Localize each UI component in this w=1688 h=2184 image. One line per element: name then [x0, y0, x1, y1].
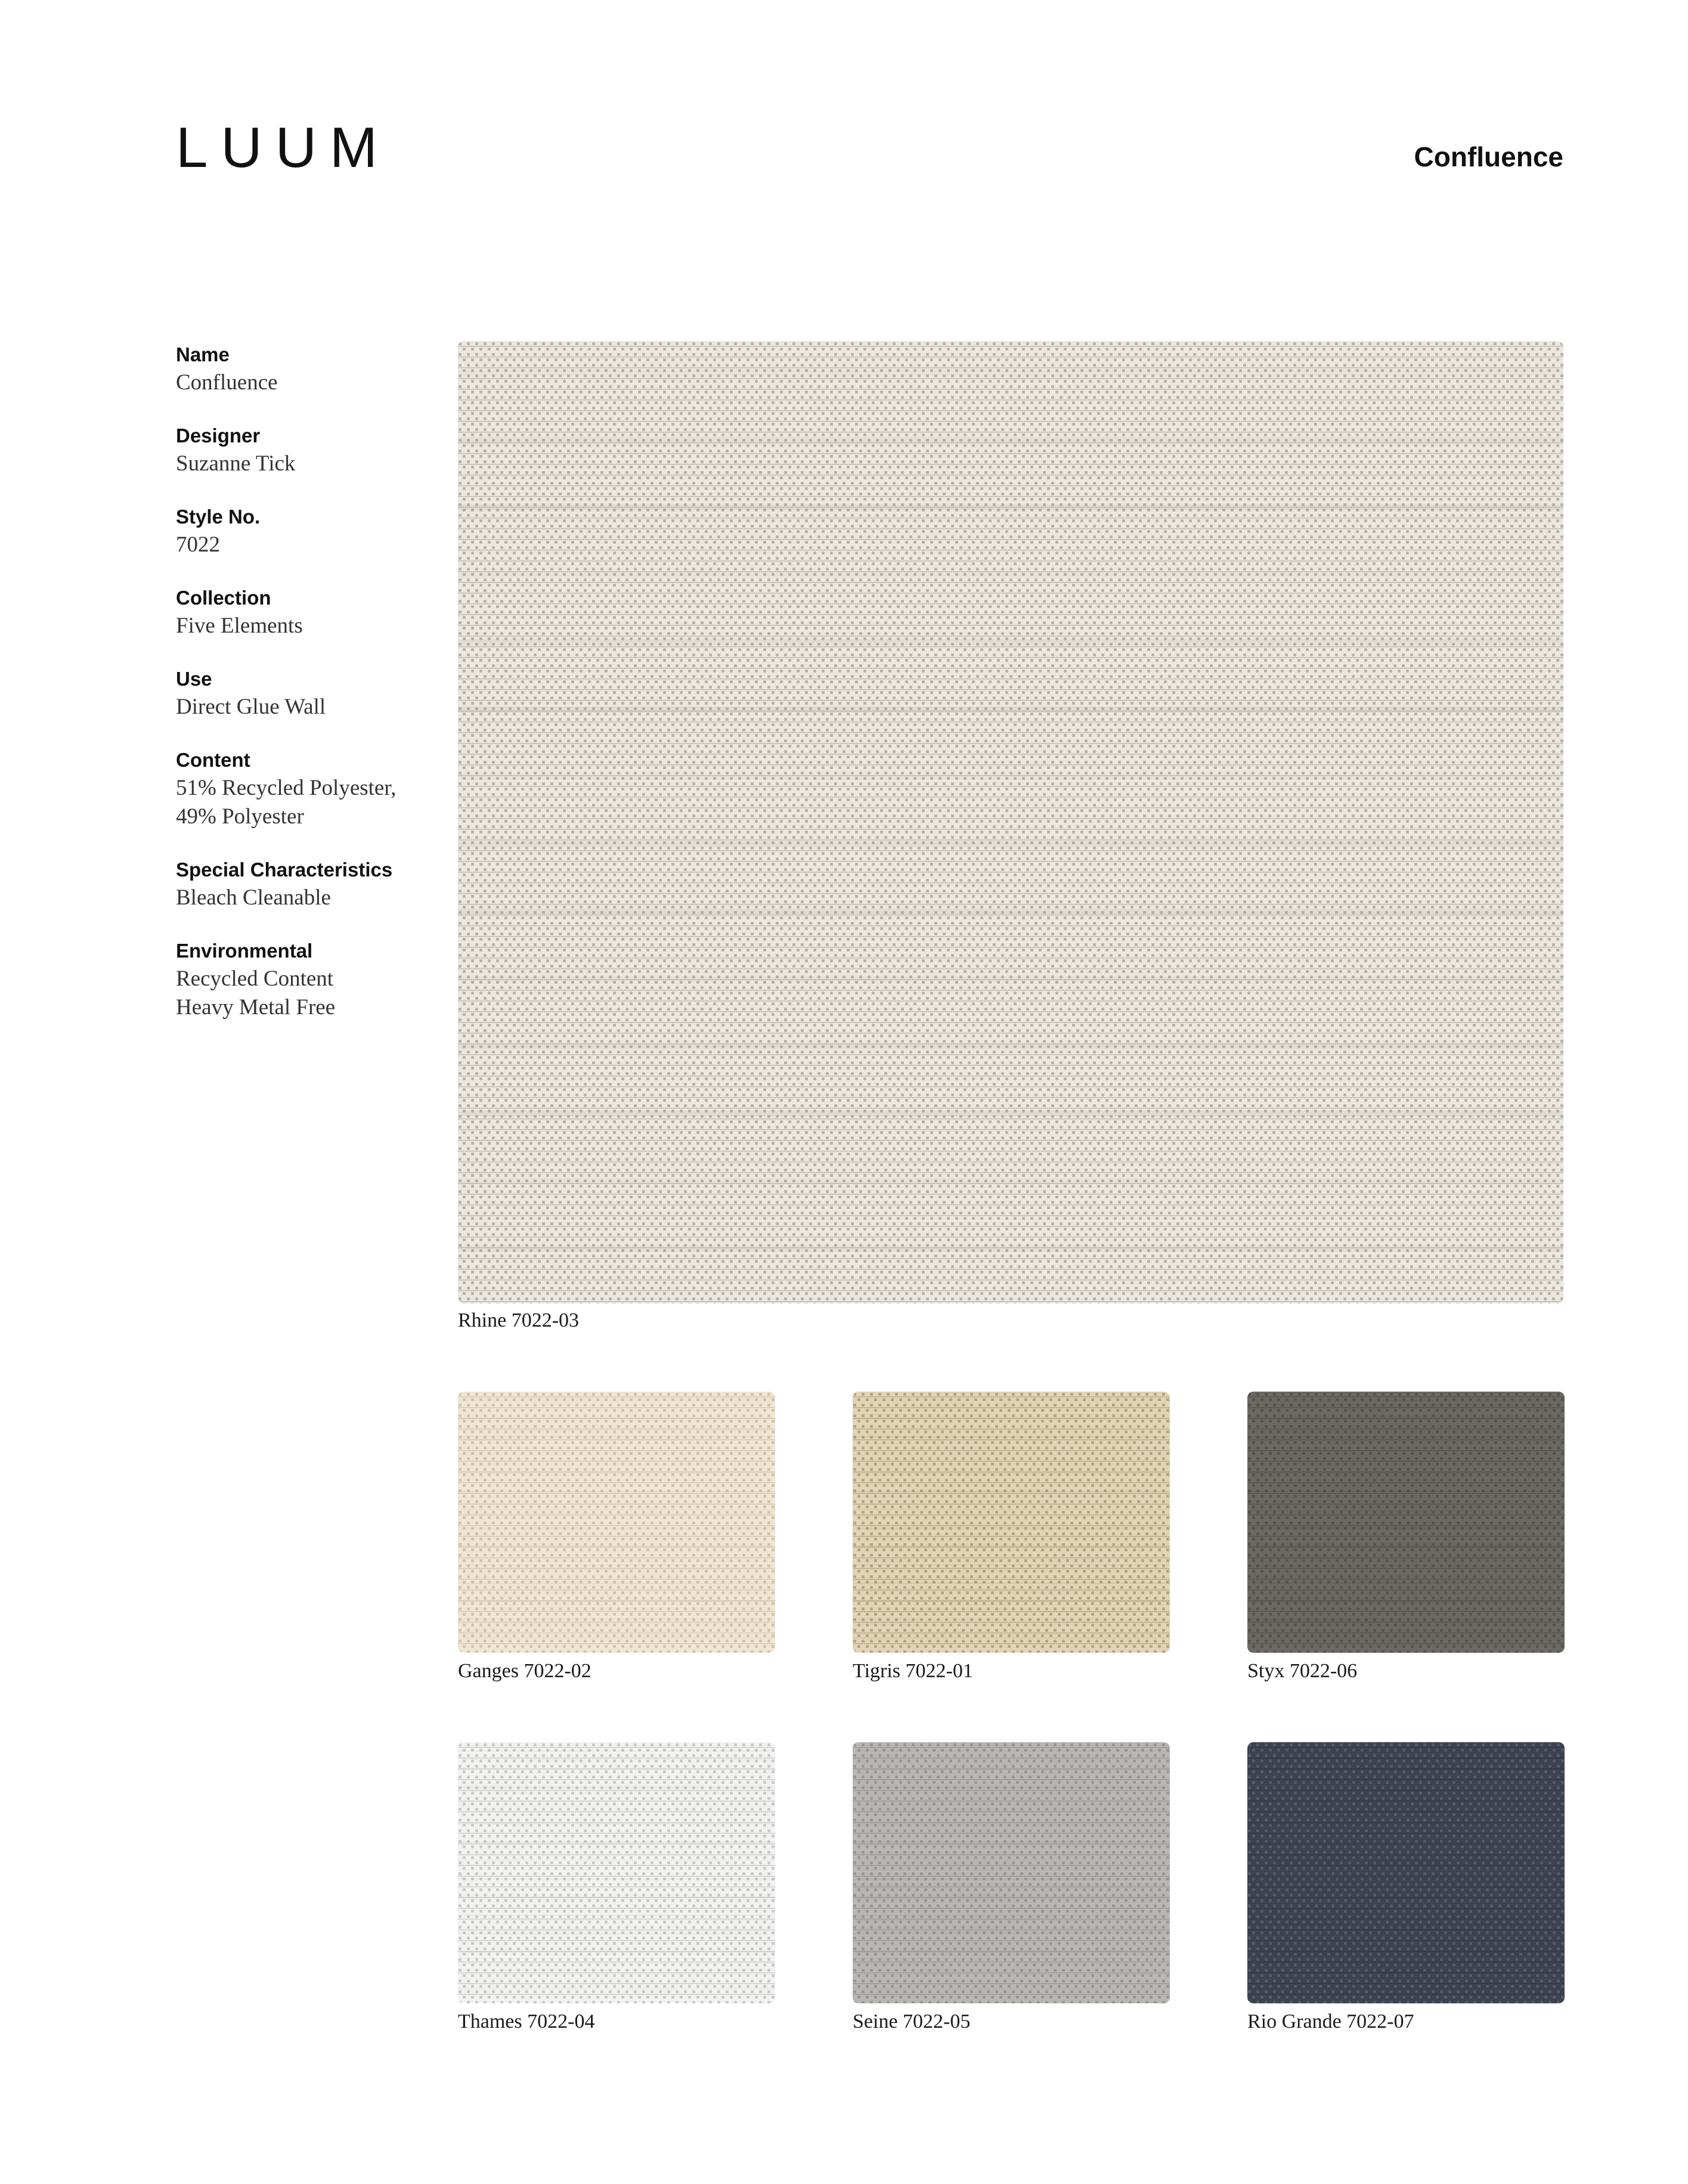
swatch-caption: Styx 7022-06 — [1247, 1660, 1358, 1682]
fabric-texture — [1247, 1392, 1565, 1653]
fabric-streak — [458, 1246, 1563, 1251]
fabric-streak — [1247, 1915, 1565, 1916]
fabric-streak — [853, 1637, 1170, 1639]
fabric-streak — [458, 1436, 775, 1438]
fabric-streak — [458, 1178, 1563, 1184]
fabric-streak — [853, 1399, 1170, 1401]
fabric-streak — [853, 1933, 1170, 1935]
fabric-streak — [458, 1988, 775, 1990]
swatch-thames — [458, 1742, 775, 2003]
fabric-fill — [458, 1392, 775, 1653]
fabric-streak — [853, 1750, 1170, 1752]
fabric-streak — [1247, 1933, 1565, 1935]
fabric-streak — [853, 1969, 1170, 1971]
fabric-streak — [1247, 1509, 1565, 1511]
swatch-caption: Thames 7022-04 — [458, 2010, 595, 2033]
fabric-streak — [1247, 1896, 1565, 1898]
fabric-streak — [458, 774, 1563, 780]
fabric-streak — [853, 1564, 1170, 1566]
spec-value: Recycled Content — [176, 966, 334, 991]
swatch-ganges — [458, 1392, 775, 1653]
page-title: Confluence — [1414, 141, 1563, 172]
fabric-streak — [853, 1860, 1170, 1861]
fabric-streak — [853, 1418, 1170, 1420]
swatch-caption: Tigris 7022-01 — [853, 1660, 973, 1682]
fabric-streak — [458, 1111, 1563, 1117]
fabric-streak — [458, 1564, 775, 1566]
fabric-texture — [458, 1742, 775, 2003]
fabric-streak — [458, 1600, 775, 1602]
fabric-streak — [1247, 1860, 1565, 1861]
fabric-texture — [458, 1392, 775, 1653]
fabric-streak — [458, 1805, 775, 1807]
spec-name — [176, 341, 432, 397]
fabric-fill — [458, 341, 1563, 1303]
fabric-streak — [1247, 1786, 1565, 1788]
fabric-streak — [458, 1841, 775, 1843]
spec-use — [176, 665, 432, 721]
fabric-streak — [853, 1878, 1170, 1880]
spec-label: Name — [176, 343, 230, 365]
fabric-streak — [1247, 1969, 1565, 1971]
fabric-streak — [853, 1454, 1170, 1456]
fabric-streak — [853, 1841, 1170, 1843]
fabric-streak — [458, 1951, 775, 1953]
fabric-streak — [1247, 1600, 1565, 1602]
fabric-streak — [458, 976, 1563, 982]
fabric-streak — [1247, 1436, 1565, 1438]
spec-content — [176, 746, 432, 831]
swatch-caption: Seine 7022-05 — [853, 2010, 971, 2033]
spec-value: Five Elements — [176, 614, 303, 638]
fabric-streak — [1247, 1637, 1565, 1639]
spec-environmental — [176, 937, 432, 1022]
spec-label: Use — [176, 668, 212, 690]
spec-label: Content — [176, 749, 250, 771]
fabric-streak — [853, 1951, 1170, 1953]
fabric-streak — [853, 1545, 1170, 1547]
fabric-streak — [853, 1988, 1170, 1990]
fabric-streak — [458, 1750, 775, 1752]
spec-value: 49% Polyester — [176, 804, 304, 829]
fabric-streak — [1247, 1841, 1565, 1843]
brand-logo: LUUM — [176, 116, 391, 179]
fabric-streak — [1247, 1805, 1565, 1807]
fabric-streak — [458, 1969, 775, 1971]
fabric-streak — [1247, 1750, 1565, 1752]
fabric-streak — [458, 504, 1563, 510]
fabric-streak — [458, 1491, 775, 1492]
fabric-fill — [853, 1742, 1170, 2003]
fabric-streak — [458, 841, 1563, 847]
fabric-texture — [458, 341, 1563, 1303]
fabric-streak — [853, 1823, 1170, 1825]
fabric-streak — [1247, 1491, 1565, 1492]
fabric-streak — [458, 1399, 775, 1401]
spec-value: Bleach Cleanable — [176, 885, 331, 910]
fabric-streak — [1247, 1473, 1565, 1474]
fabric-texture — [853, 1742, 1170, 2003]
fabric-streak — [1247, 1528, 1565, 1529]
fabric-streak — [853, 1509, 1170, 1511]
main-swatch-image — [458, 341, 1563, 1303]
fabric-streak — [1247, 1823, 1565, 1825]
fabric-streak — [458, 909, 1563, 915]
fabric-streak — [458, 437, 1563, 443]
swatch-caption: Ganges 7022-02 — [458, 1660, 591, 1682]
swatch-seine — [853, 1742, 1170, 2003]
fabric-streak — [853, 1619, 1170, 1621]
fabric-streak — [458, 1860, 775, 1861]
fabric-streak — [458, 639, 1563, 645]
spec-list — [176, 341, 432, 1047]
fabric-streak — [1247, 1988, 1565, 1990]
spec-label: Collection — [176, 587, 271, 609]
fabric-streak — [458, 572, 1563, 578]
spec-value: Heavy Metal Free — [176, 995, 336, 1020]
fabric-streak — [458, 1619, 775, 1621]
fabric-streak — [853, 1786, 1170, 1788]
fabric-streak — [853, 1582, 1170, 1584]
spec-label: Special Characteristics — [176, 859, 393, 881]
spec-value: 7022 — [176, 532, 220, 557]
fabric-texture — [1247, 1742, 1565, 2003]
fabric-streak — [853, 1805, 1170, 1807]
fabric-streak — [458, 1545, 775, 1547]
swatch-caption: Rio Grande 7022-07 — [1247, 2010, 1414, 2033]
spec-label: Style No. — [176, 506, 261, 528]
fabric-streak — [458, 1637, 775, 1639]
swatch-tigris — [853, 1392, 1170, 1653]
fabric-streak — [458, 1043, 1563, 1049]
swatch-styx — [1247, 1392, 1565, 1653]
fabric-streak — [853, 1768, 1170, 1770]
fabric-streak — [1247, 1951, 1565, 1953]
fabric-streak — [458, 1473, 775, 1474]
spec-collection — [176, 584, 432, 640]
fabric-streak — [1247, 1454, 1565, 1456]
fabric-streak — [1247, 1619, 1565, 1621]
fabric-streak — [458, 1454, 775, 1456]
fabric-streak — [458, 1528, 775, 1529]
swatch-rio-grande — [1247, 1742, 1565, 2003]
fabric-streak — [458, 1878, 775, 1880]
fabric-streak — [458, 1768, 775, 1770]
fabric-streak — [458, 370, 1563, 376]
fabric-fill — [1247, 1742, 1565, 2003]
fabric-streak — [1247, 1545, 1565, 1547]
fabric-streak — [853, 1915, 1170, 1916]
fabric-streak — [853, 1896, 1170, 1898]
fabric-streak — [1247, 1418, 1565, 1420]
spec-label: Designer — [176, 425, 261, 447]
spec-style-no — [176, 503, 432, 559]
fabric-streak — [853, 1528, 1170, 1529]
fabric-streak — [1247, 1768, 1565, 1770]
fabric-streak — [458, 1823, 775, 1825]
fabric-fill — [853, 1392, 1170, 1653]
spec-special-characteristics — [176, 856, 432, 912]
fabric-streak — [458, 1786, 775, 1788]
spec-value: Confluence — [176, 370, 278, 395]
fabric-fill — [1247, 1392, 1565, 1653]
fabric-streak — [1247, 1399, 1565, 1401]
fabric-streak — [458, 707, 1563, 712]
fabric-fill — [458, 1742, 775, 2003]
main-swatch-caption: Rhine 7022-03 — [458, 1309, 580, 1331]
spec-value: 51% Recycled Polyester, — [176, 776, 397, 800]
fabric-streak — [458, 1933, 775, 1935]
fabric-texture — [853, 1392, 1170, 1653]
fabric-streak — [853, 1473, 1170, 1474]
fabric-streak — [1247, 1564, 1565, 1566]
fabric-streak — [458, 1896, 775, 1898]
spec-value: Direct Glue Wall — [176, 695, 326, 719]
fabric-streak — [853, 1491, 1170, 1492]
fabric-streak — [1247, 1582, 1565, 1584]
fabric-streak — [458, 1418, 775, 1420]
spec-value: Suzanne Tick — [176, 451, 296, 476]
fabric-streak — [458, 1915, 775, 1916]
fabric-streak — [458, 1509, 775, 1511]
fabric-streak — [853, 1600, 1170, 1602]
fabric-streak — [458, 1582, 775, 1584]
fabric-streak — [853, 1436, 1170, 1438]
spec-designer — [176, 422, 432, 478]
fabric-streak — [1247, 1878, 1565, 1880]
spec-label: Environmental — [176, 940, 313, 962]
